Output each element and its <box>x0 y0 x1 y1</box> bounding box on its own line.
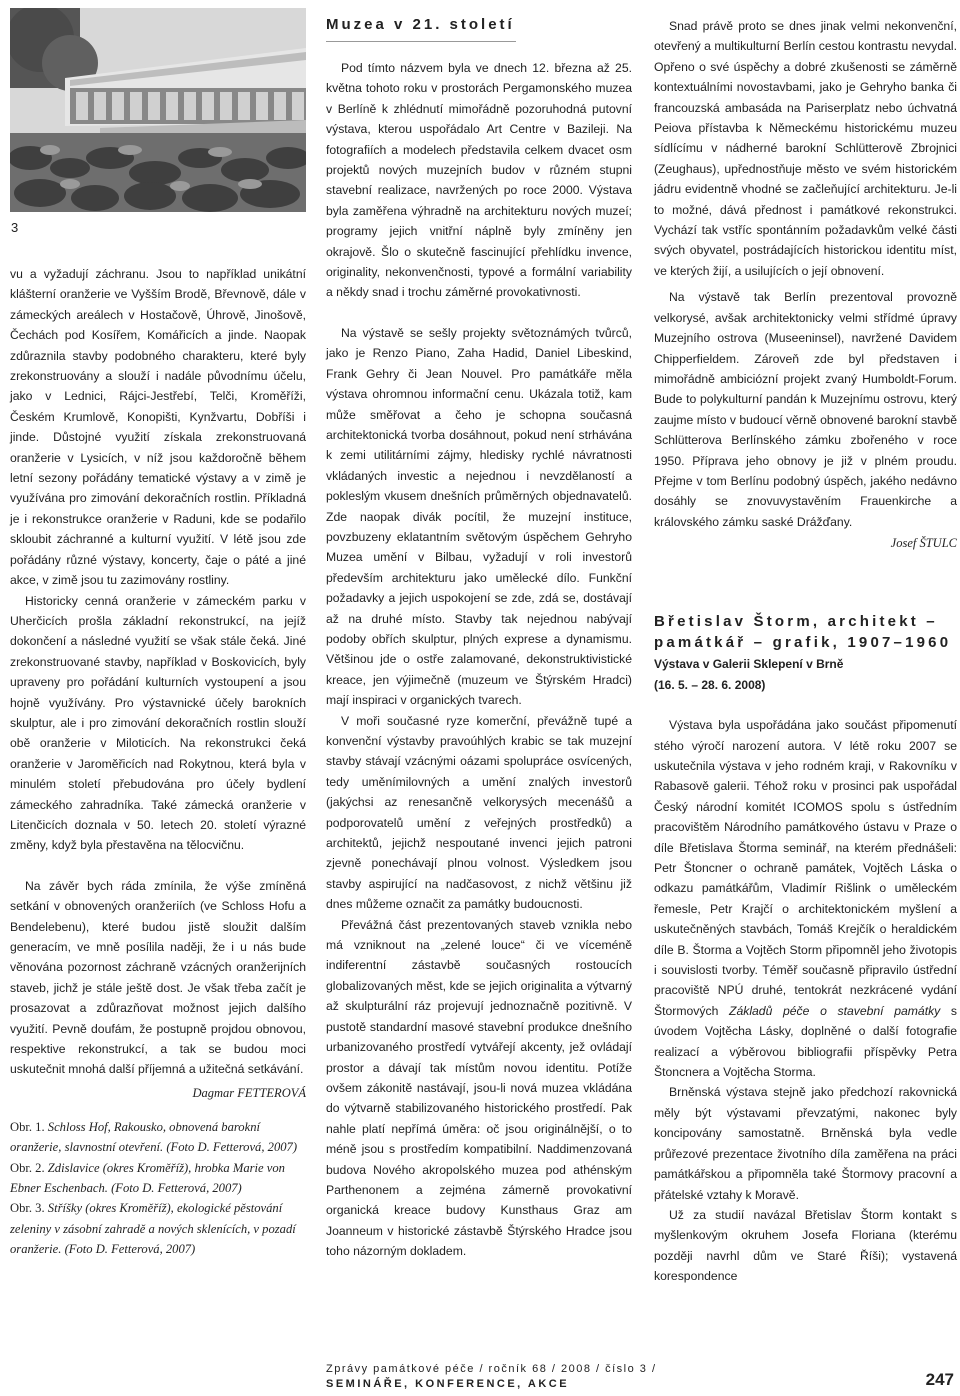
column-2 <box>326 16 632 1262</box>
article-heading <box>654 611 957 695</box>
paragraph: Snad právě proto se dnes jinak velmi nekonvenční, otevřený a multikulturní Berlín cestou kontrastu nevydal. Opřeno o své úspěchy a dobré zkušenosti se záměrně kontextuálními novostavbami, jako je Gehryho banka či francouzská ambasáda na Pariserplatz nebo úchvatná Peiova přístavba k Německému historickému muzeu sídlícímu v nádherné barokní Schlütterově Zbrojnici (Zeughaus), upřednostňuje město ve svém historickém jádru evidentně vhodné se začleňující architekturu. Je-li to možné, dává přednost i památkové rekonstrukci. Vychází tak vstříc spontánním požadavkům velké části svých obyvatel, postrádajících historickou identitu míst, ve kterých žijí, a usilujících o její obnovení. <box>654 19 957 278</box>
paragraph <box>654 715 957 1082</box>
paragraph: Historicky cenná oranžerie v zámeckém parku v Uherčicích prošla základní rekonstrukcí, na jejíž dokončení a následné využití se však stále čeká. Jiné zrekonstruované stavby, například v Boskovicích, byly upraveny pro pořádání kulturních vystoupení a jsou hojně využívány. Pro výstavnické účely barokních skulptur, ale i pro zimování dekoračních rostlin slouží obě oranžerie v Miloticích. Na rekonstrukci čeká oranžerie v Jaroměřicích nad Rokytnou, která byla v minulém století přebudována pro účely bydlení zámeckého zahradníka. Také zámecká oranžerie v Litenčicích doznala v 50. letech 20. století výrazné změny, když byla přestavěna na tělocvičnu. <box>10 593 306 853</box>
article-dates: (16. 5. – 28. 6. 2008) <box>654 678 766 693</box>
page-number: 247 <box>925 1370 954 1389</box>
paragraph: Brněnská výstava stejně jako předchozí rakovnická měly být výstavami převzatými, nakonec byly koncipovány samostatně. Brněnská byla vedle průřezové prezentace životního díla zaměřena na práci památkářskou a připomněla také Štormovy pracovní a přátelské vztahy k Moravě. <box>654 1085 957 1202</box>
paragraph: Už za studií navázal Břetislav Štorm kontakt s myšlenkovým okruhem Josefa Floriana (kterému později navrhl dům ve Staré Říši); vystavená korespondence <box>654 1207 957 1284</box>
author-signature: Dagmar FETTEROVÁ <box>192 1085 306 1100</box>
caption-1 <box>10 1117 306 1158</box>
caption-text: Zdislavice (okres Kroměříž), hrobka Marie von Ebner Eschenbach. (Foto D. Fetterová, 2007) <box>10 1160 285 1196</box>
author-signature: Josef ŠTULC <box>890 536 957 551</box>
paragraph: Na výstavě tak Berlín prezentoval provozně velkorysé, avšak architektonicky velmi střídmé úpravy Muzejního ostrova (Museeninsel), navržené Davidem Chipperfieldem. Zároveň zde byl představen i mimořádně ambiciózní projekt zvaný Humboldt-Forum. Bude to polykulturní pandán k Muzejnímu ostrovu, který zaujme místo v budoucí věrně obnovené barokní stavbě Schlütterova Berlínského zámku zbořeného v roce 1950. Příprava jeho obnovy je již v plném proudu. Přejme v tom Berlínu podobný úspěch, jakého nedávno dosáhly se znovuvystavěním Frauenkirche a královského zámku saské Drážďany. <box>654 290 957 529</box>
paragraph: Pod tímto názvem byla ve dnech 12. března až 25. května tohoto roku v prostorách Pergamonského muzea v Berlíně k zhlédnutí mimořádně pozoruhodná putovní výstava, kterou uspořádalo Art Centre v Bazileji. Na fotografiích a modelech představila celkem dvacet osm projektů nových muzejních budov v různém stupni stavební realizace, navržených po roce 2000. Výstava byla zaměřena výhradně na architekturu nových muzeí; programy jejich vnitřní náplně byly zmíněny jen okrajově. Šlo o skutečně fascinující přehlídku invence, originality, nekonvenčnosti, typové a formální variability a někdy snad i trochu záměrné provokativnosti. <box>326 61 632 300</box>
caption-text: Schloss Hof, Rakousko, obnovená barokní oranžerie, slavnostní otevření. (Foto D. Fetterová, 2007) <box>10 1119 298 1155</box>
paragraph: vu a vyžadují záchranu. Jsou to například unikátní klášterní oranžerie ve Vyšším Brodě, Břevnově, dále v zámeckých areálech v Hostačově, Úhrově, Jinošově, Čechách pod Kosířem, Komářicích a jinde. Naopak zdůraznila stavby podobného charakteru, které byly zrekonstruovány a slouží i nadále původnímu účelu, jako v Lednici, Rájci-Jestřebí, Telči, Kroměříži, Českém Krumlově, Konopišti, Kynžvartu, Dobříši i jinde. Důstojné využití získala zrekonstruovaná oranžerie v Lysicích, v níž jsou každoročně během letní sezony pořádány tematické výstavy a v zimě je využívána pro zimování dekoračních rostlin. Příkladná je i rekonstrukce oranžerie v Raduni, kde se podařilo skloubit záchranné a kulturní využití. V létě jsou zde pořádány různé výstavy, koncerty, čaje o páté a jiné akce, v zimě jsou tu zazimovány rostliny. <box>10 267 306 588</box>
page-footer <box>326 1362 657 1392</box>
article-title-line: Břetislav Štorm, architekt – <box>654 613 938 631</box>
paragraph: V moři současné ryze komerční, převážně tupé a konvenční výstavby pravoúhlých krabic se tak muzejní stavby stávají vzácnými oázami spolupráce osvícených, tedy uměnímilovných a umění znalých investorů (jakýchsi az renesančně velkorysých mecenášů a podporovatelů umění z veřejných prostředků) a architektů, jejichž nespoutané invenci jejich patroni zjevně ponechávají plnou volnost. Výsledkem jsou stavby aspirující na nadčasovost, z nichž většinu již dnes můžeme označit za památky budoucnosti. <box>326 713 632 912</box>
book-title: Základů péče o stavební památky <box>729 1003 941 1018</box>
caption-3 <box>10 1198 306 1259</box>
caption-text: Stříšky (okres Kroměříž), ekologické pěstování zeleniny v zásobní zahradě a nových sklenících, v pozadí oranžerie. (Foto D. Fetterová, 2007) <box>10 1201 296 1257</box>
paragraph-text: Výstava byla uspořádána jako součást připomenutí stého výročí narození autora. V létě roku 2007 se uskutečnila výstava v jeho rodném kraji, v Rakovníku v Rabasově galerii. Téhož roku v prosinci pak uspořádal Český národní komitét ICOMOS spolu s ústředním pracovištěm Národního památkového ústavu v Praze o díle Břetislava Štorma seminář, na kterém přednášeli: Petr Štoncner o ochraně památek, Vojtěch Láska o odkazu památkářům, Vladimír Rišlink o uměleckém řemesle, Petr Krajčí o architektonickém myšlení a uskutečněných stavbách, Tomáš Krejčík o heraldickém díle B. Štorma a Vojtěch Storm připomněl jeho životopis i souvislosti tvorby. Téměř současně připravilo ústřední pracoviště NPÚ druhé, tentokrát nezkrácené vydání Štormových <box>654 718 957 1018</box>
photo-image <box>10 8 306 212</box>
section-name: SEMINÁŘE, KONFERENCE, AKCE <box>326 1378 570 1390</box>
article-subtitle: Výstava v Galerii Sklepení v Brně <box>654 657 844 672</box>
caption-label: Obr. 1. <box>10 1119 45 1134</box>
column-1 <box>10 264 306 1260</box>
paragraph: Převážná část prezentovaných staveb vznikla nebo má vzniknout na „zelené louce“ či ve víceméně indiferentní zástavbě současných rostoucích globalizovaných měst, kde se jejich originalita a výtvarný až skulpturální ráz projevují jednoznačně pozitivně. V pustotě standardní masové stavební produkce dnešního urbanizovaného prostředí vytvářejí akcenty, jež ovládají prostor a dávají tak místům novou identitu. Potíže ovšem zákonitě nastávají, jsou-li nová muzea vkládána do výtvarně stabilizovaného historického prostředí. Pak nahle platí nepřímá úměra: oč jsou originálnější, o to méně jsou s prostředím kompatibilní. Naddimenzovaná budova Nového akropolského muzea pod athénským Parthenonem a zejména zámerně provokativní organická kreace budovy Kunsthaus Graz am Joanneum v historické zástavbě Štýrského Hradce jsou toho názorným dokladem. <box>326 917 632 1259</box>
paragraph-text: s úvodem Vojtěcha Lásky, doplněné o další fotografie realizací a výběrovou bibliografii příspěvky Petra Štoncnera a Vojtěcha Storma. <box>654 1003 958 1080</box>
column-3 <box>654 16 957 1287</box>
article-title: Muzea v 21. století <box>326 16 516 42</box>
article-title-line: památkář – grafik, 1907–1960 <box>654 634 952 652</box>
figure-number: 3 <box>11 220 19 235</box>
paragraph: Na závěr bych ráda zmínila, že výše zmíněná setkání v obnovených oranžeriích (ve Schloss Hofu a Bendelebenu), které budou jistě sloužit dalším generacím, ve mně posílila naději, že i u nás bude věnována pozornost záchraně vzácných oranžerijních staveb, jichž je stále ještě dost. Je však třeba začít je prosazovat a zdůrazňovat možnost jejich dalšího využití. Pevně doufám, že postupně projdou obnovou, respektive rekonstrukcí, a tak se budou moci uskutečnit mnohá další příjemná a užitečná setkávání. <box>10 878 306 1077</box>
photo-orangery-garden <box>10 8 306 212</box>
figure-captions <box>10 1117 306 1260</box>
caption-2 <box>10 1158 306 1199</box>
caption-label: Obr. 2. <box>10 1160 45 1175</box>
journal-info: Zprávy památkové péče / ročník 68 / 2008 / číslo 3 / <box>326 1363 657 1375</box>
paragraph: Na výstavě se sešly projekty světoznámých tvůrců, jako je Renzo Piano, Zaha Hadid, Daniel Libeskind, Frank Gehry či Jean Nouvel. Pro památkáře měla výstava ohromnou informační cenu. Ukázala totiž, kam může směřovat a čeho je schopna současná architektonická tvorba dosáhnout, pokud není strhávána k zemi utilitárními zájmy, hledisky rychlé návratnosti vkládaných investic a nejednou i nevzdělaností a pokleslým vkusem dnešních průměrných objednavatelů. Zde naopak divák pocítil, že muzejní instituce, povzbuzeny eklatantním světovým úspěchem Gehryho Muzea umění v Bilbau, vyžadují v roli investorů především architekturu jako umělecké dílo. Funkční požadavky a jejich uspokojení se zde, zdá se, dostávají až na druhé místo. Stavby tak nejednou nabývají podoby obřích skulptur, plných exprese a dynamismu. Většinou jde o ostře zalamované, dekonstruktivistické kreace, jen výjimečně (muzeum ve Štýrském Hradci) mají inspiraci v organických tvarech. <box>326 325 632 708</box>
caption-label: Obr. 3. <box>10 1201 45 1216</box>
